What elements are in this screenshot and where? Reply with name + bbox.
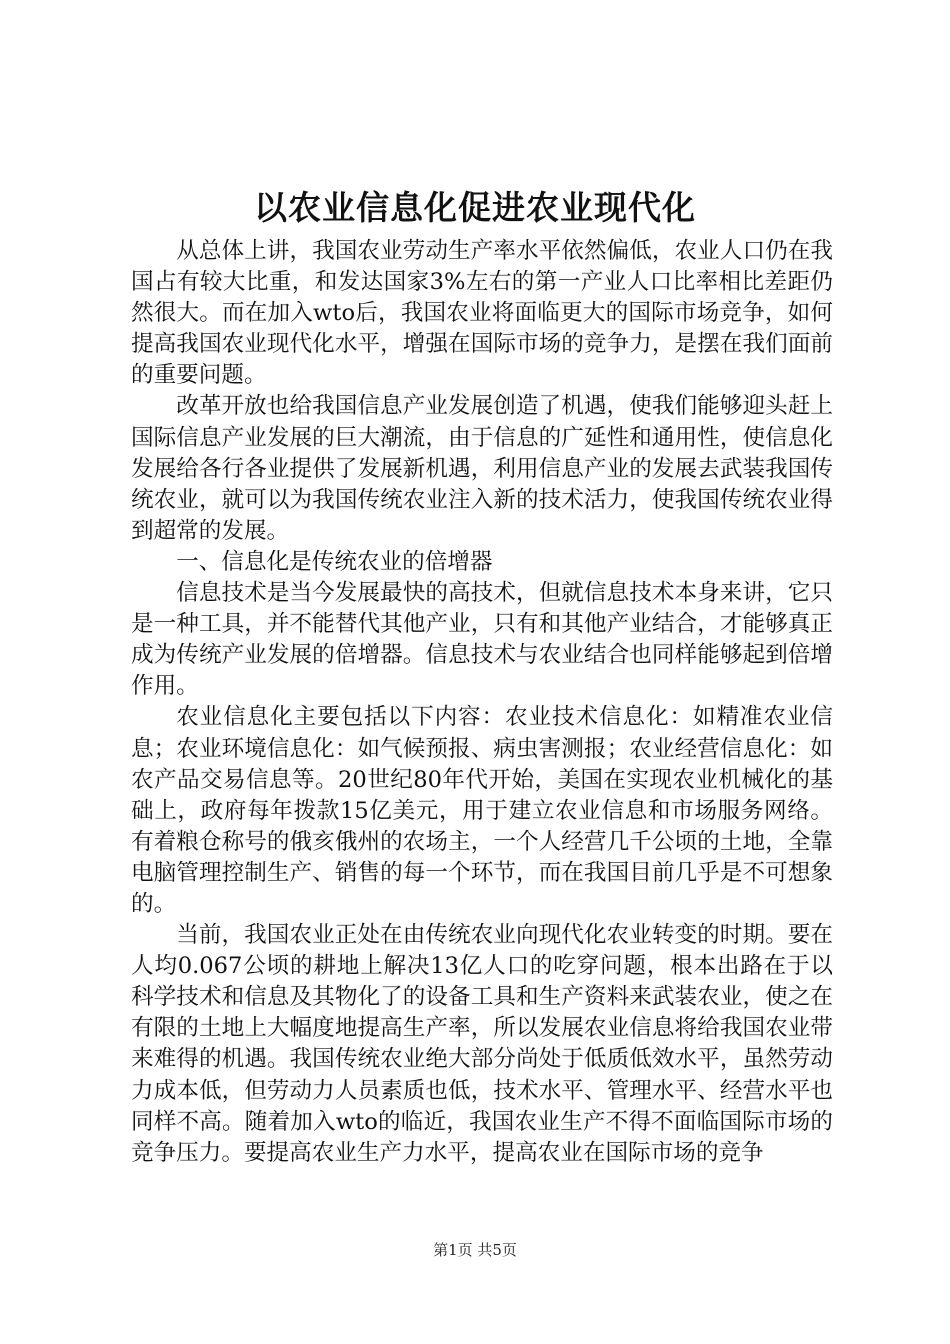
paragraph: 信息技术是当今发展最快的高技术，但就信息技术本身来讲，它只是一种工具，并不能替代其他产业，只有和其他产业结合，才能够真正成为传统产业发展的倍增器。信息技术与农业结合也同样能够起到倍增作用。 — [131, 580, 833, 700]
paragraph: 当前，我国农业正处在由传统农业向现代化农业转变的时期。要在人均0.067公顷的耕地上解决13亿人口的吃穿问题，根本出路在于以科学技术和信息及其物化了的设备工具和生产资料来武装农业，使之在有限的土地上大幅度地提高生产率，所以发展农业信息将给我国农业带来难得的机遇。我国传统农业绝大部分尚处于低质低效水平，虽然劳动力成本低，但劳动力人员素质也低，技术水平、管理水平、经营水平也同样不高。随着加入wto的临近，我国农业生产不得不面临国际市场的竞争压力。要提高农业生产力水平，提高农业在国际市场的竞争 — [131, 922, 833, 1166]
page-footer — [0, 1240, 950, 1260]
paragraph: 改革开放也给我国信息产业发展创造了机遇，使我们能够迎头赶上国际信息产业发展的巨大潮流，由于信息的广延性和通用性，使信息化发展给各行各业提供了发展新机遇，利用信息产业的发展去武装我国传统农业，就可以为我国传统农业注入新的技术活力，使我国传统农业得到超常的发展。 — [131, 393, 833, 544]
document-body — [131, 236, 833, 1169]
paragraph: 从总体上讲，我国农业劳动生产率水平依然偏低，农业人口仍在我国占有较大比重，和发达国家3%左右的第一产业人口比率相比差距仍然很大。而在加入wto后，我国农业将面临更大的国际市场竞争，如何提高我国农业现代化水平，增强在国际市场的竞争力，是摆在我们面前的重要问题。 — [131, 238, 833, 389]
page-indicator: 第1页 共5页 — [433, 1241, 517, 1259]
section-heading: 一、信息化是传统农业的倍增器 — [176, 548, 493, 575]
paragraph: 农业信息化主要包括以下内容：农业技术信息化：如精准农业信息；农业环境信息化：如气候预报、病虫害测报；农业经营信息化：如农产品交易信息等。20世纪80年代开始，美国在实现农业机械化的基础上，政府每年拨款15亿美元，用于建立农业信息和市场服务网络。有着粮仓称号的俄亥俄州的农场主，一个人经营几千公顷的土地，全靠电脑管理控制生产、销售的每一个环节，而在我国目前几乎是不可想象的。 — [131, 704, 833, 917]
document-title: 以农业信息化促进农业现代化 — [254, 188, 696, 227]
